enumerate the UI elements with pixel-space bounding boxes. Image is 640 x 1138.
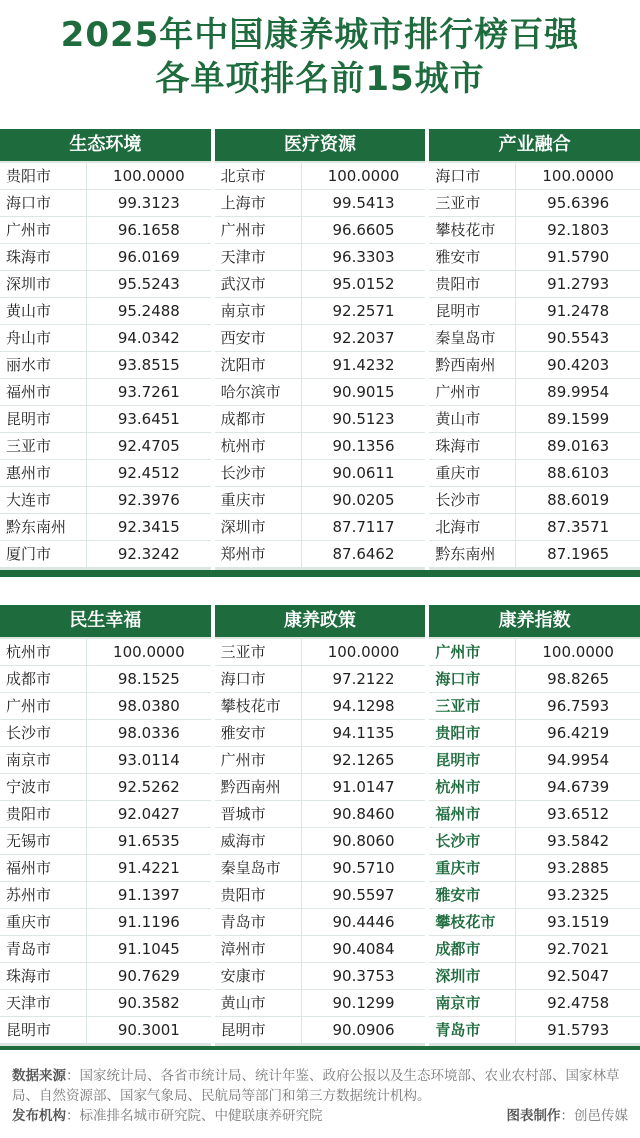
column-header: 产业融合 [429, 129, 640, 161]
city-name: 珠海市 [0, 963, 86, 989]
table-row [0, 460, 211, 486]
city-name: 秦皇岛市 [429, 325, 515, 351]
score-value: 92.3242 [87, 541, 211, 567]
title-line-2: 各单项排名前15城市 [155, 59, 485, 99]
table-row [215, 244, 426, 270]
score-value: 93.7261 [87, 379, 211, 405]
ranking-column [215, 129, 426, 570]
city-name: 深圳市 [215, 514, 301, 540]
city-name: 重庆市 [0, 909, 86, 935]
score-value: 90.5543 [516, 325, 640, 351]
score-value: 88.6019 [516, 487, 640, 513]
city-name: 杭州市 [215, 433, 301, 459]
city-name: 惠州市 [0, 460, 86, 486]
city-name: 贵阳市 [429, 720, 515, 746]
table-row [215, 433, 426, 459]
score-value: 92.3976 [87, 487, 211, 513]
city-name: 长沙市 [429, 487, 515, 513]
score-value: 93.0114 [87, 747, 211, 773]
score-value: 92.7021 [516, 936, 640, 962]
table-row [429, 541, 640, 567]
table-row [0, 487, 211, 513]
city-name: 深圳市 [429, 963, 515, 989]
score-value: 94.9954 [516, 747, 640, 773]
city-name: 昆明市 [429, 298, 515, 324]
table-row [0, 244, 211, 270]
table-row [429, 693, 640, 719]
city-name: 黔东南州 [429, 541, 515, 567]
table-row [429, 774, 640, 800]
city-name: 成都市 [429, 936, 515, 962]
city-name: 青岛市 [429, 1017, 515, 1043]
score-value: 90.8460 [302, 801, 426, 827]
table-row [215, 801, 426, 827]
city-name: 贵阳市 [215, 882, 301, 908]
city-name: 天津市 [0, 990, 86, 1016]
table-row [429, 828, 640, 854]
table-row [429, 747, 640, 773]
table-row [429, 487, 640, 513]
score-value: 95.2488 [87, 298, 211, 324]
score-value: 90.5123 [302, 406, 426, 432]
city-name: 攀枝花市 [429, 909, 515, 935]
score-value: 96.1658 [87, 217, 211, 243]
score-value: 91.1196 [87, 909, 211, 935]
table-row [0, 163, 211, 189]
city-name: 攀枝花市 [215, 693, 301, 719]
score-value: 90.5597 [302, 882, 426, 908]
column-body [429, 637, 640, 1046]
city-name: 黄山市 [0, 298, 86, 324]
city-name: 昆明市 [215, 1017, 301, 1043]
score-value: 99.3123 [87, 190, 211, 216]
table-row [215, 514, 426, 540]
table-row [215, 325, 426, 351]
table-row [0, 936, 211, 962]
score-value: 91.5790 [516, 244, 640, 270]
score-value: 90.8060 [302, 828, 426, 854]
city-name: 北海市 [429, 514, 515, 540]
city-name: 黄山市 [429, 406, 515, 432]
table-row [215, 666, 426, 692]
city-name: 苏州市 [0, 882, 86, 908]
column-header: 康养政策 [215, 605, 426, 637]
column-header: 民生幸福 [0, 605, 211, 637]
score-value: 90.5710 [302, 855, 426, 881]
score-value: 92.5262 [87, 774, 211, 800]
table-row [429, 433, 640, 459]
score-value: 92.1265 [302, 747, 426, 773]
score-value: 90.7629 [87, 963, 211, 989]
column-header: 医疗资源 [215, 129, 426, 161]
score-value: 94.1298 [302, 693, 426, 719]
city-name: 无锡市 [0, 828, 86, 854]
ranking-column [0, 129, 211, 570]
city-name: 昆明市 [0, 1017, 86, 1043]
score-value: 90.4084 [302, 936, 426, 962]
table-row [215, 855, 426, 881]
city-name: 西安市 [215, 325, 301, 351]
table-row [429, 666, 640, 692]
table-row [215, 379, 426, 405]
score-value: 92.0427 [87, 801, 211, 827]
table-row [0, 828, 211, 854]
table-row [429, 882, 640, 908]
table-row [215, 298, 426, 324]
city-name: 雅安市 [429, 882, 515, 908]
city-name: 漳州市 [215, 936, 301, 962]
table-row [429, 639, 640, 665]
table-row [429, 352, 640, 378]
score-value: 96.4219 [516, 720, 640, 746]
score-value: 93.6512 [516, 801, 640, 827]
score-value: 91.4232 [302, 352, 426, 378]
table-row [429, 460, 640, 486]
score-value: 90.4446 [302, 909, 426, 935]
city-name: 深圳市 [0, 271, 86, 297]
table-row [0, 882, 211, 908]
city-name: 杭州市 [0, 639, 86, 665]
city-name: 广州市 [215, 747, 301, 773]
score-value: 87.7117 [302, 514, 426, 540]
city-name: 成都市 [215, 406, 301, 432]
score-value: 100.0000 [516, 163, 640, 189]
city-name: 青岛市 [215, 909, 301, 935]
city-name: 青岛市 [0, 936, 86, 962]
city-name: 三亚市 [0, 433, 86, 459]
ranking-block-1 [0, 129, 640, 577]
score-value: 92.2571 [302, 298, 426, 324]
table-row [215, 460, 426, 486]
score-value: 93.2885 [516, 855, 640, 881]
score-value: 100.0000 [87, 639, 211, 665]
table-row [215, 774, 426, 800]
score-value: 96.6605 [302, 217, 426, 243]
city-name: 南京市 [429, 990, 515, 1016]
ranking-column [429, 129, 640, 570]
table-row [215, 747, 426, 773]
city-name: 贵阳市 [429, 271, 515, 297]
table-row [429, 514, 640, 540]
city-name: 黔东南州 [0, 514, 86, 540]
city-name: 长沙市 [215, 460, 301, 486]
city-name: 黄山市 [215, 990, 301, 1016]
score-value: 91.2478 [516, 298, 640, 324]
score-value: 100.0000 [302, 163, 426, 189]
city-name: 成都市 [0, 666, 86, 692]
table-row [0, 298, 211, 324]
table-row [215, 909, 426, 935]
city-name: 贵阳市 [0, 163, 86, 189]
city-name: 舟山市 [0, 325, 86, 351]
table-row [215, 963, 426, 989]
table-row [0, 909, 211, 935]
table-row [215, 163, 426, 189]
table-row [0, 990, 211, 1016]
city-name: 重庆市 [429, 460, 515, 486]
score-value: 91.2793 [516, 271, 640, 297]
table-row [0, 541, 211, 567]
table-row [215, 720, 426, 746]
table-row [0, 801, 211, 827]
city-name: 广州市 [0, 217, 86, 243]
table-row [0, 693, 211, 719]
table-row [215, 352, 426, 378]
score-value: 100.0000 [302, 639, 426, 665]
city-name: 福州市 [429, 801, 515, 827]
ranking-column [0, 605, 211, 1046]
score-value: 92.4758 [516, 990, 640, 1016]
city-name: 长沙市 [429, 828, 515, 854]
city-name: 北京市 [215, 163, 301, 189]
score-value: 93.8515 [87, 352, 211, 378]
score-value: 91.1397 [87, 882, 211, 908]
city-name: 武汉市 [215, 271, 301, 297]
city-name: 福州市 [0, 855, 86, 881]
score-value: 92.2037 [302, 325, 426, 351]
city-name: 三亚市 [429, 190, 515, 216]
city-name: 天津市 [215, 244, 301, 270]
city-name: 雅安市 [429, 244, 515, 270]
city-name: 重庆市 [215, 487, 301, 513]
score-value: 92.4512 [87, 460, 211, 486]
table-row [0, 352, 211, 378]
city-name: 三亚市 [215, 639, 301, 665]
column-body [0, 637, 211, 1046]
score-value: 90.3001 [87, 1017, 211, 1043]
block-divider [0, 1046, 640, 1050]
city-name: 长沙市 [0, 720, 86, 746]
score-value: 87.3571 [516, 514, 640, 540]
city-name: 广州市 [429, 639, 515, 665]
chart-maker: 图表制作：创邑传媒 [506, 1108, 628, 1124]
score-value: 93.2325 [516, 882, 640, 908]
table-row [215, 217, 426, 243]
table-row [0, 406, 211, 432]
table-row [429, 163, 640, 189]
table-row [429, 963, 640, 989]
score-value: 90.0205 [302, 487, 426, 513]
score-value: 90.4203 [516, 352, 640, 378]
table-row [215, 693, 426, 719]
column-body [429, 161, 640, 570]
city-name: 大连市 [0, 487, 86, 513]
score-value: 91.4221 [87, 855, 211, 881]
score-value: 90.1356 [302, 433, 426, 459]
city-name: 安康市 [215, 963, 301, 989]
score-value: 100.0000 [87, 163, 211, 189]
city-name: 福州市 [0, 379, 86, 405]
city-name: 厦门市 [0, 541, 86, 567]
city-name: 郑州市 [215, 541, 301, 567]
city-name: 黔西南州 [215, 774, 301, 800]
city-name: 海口市 [429, 666, 515, 692]
table-row [0, 433, 211, 459]
city-name: 杭州市 [429, 774, 515, 800]
score-value: 87.6462 [302, 541, 426, 567]
score-value: 94.0342 [87, 325, 211, 351]
city-name: 海口市 [0, 190, 86, 216]
table-row [0, 1017, 211, 1043]
score-value: 96.0169 [87, 244, 211, 270]
ranking-column [429, 605, 640, 1046]
table-row [0, 963, 211, 989]
score-value: 91.0147 [302, 774, 426, 800]
table-row [215, 990, 426, 1016]
score-value: 98.0380 [87, 693, 211, 719]
city-name: 重庆市 [429, 855, 515, 881]
table-row [0, 855, 211, 881]
score-value: 98.8265 [516, 666, 640, 692]
score-value: 98.1525 [87, 666, 211, 692]
city-name: 丽水市 [0, 352, 86, 378]
score-value: 95.6396 [516, 190, 640, 216]
city-name: 南京市 [215, 298, 301, 324]
table-row [0, 720, 211, 746]
score-value: 88.6103 [516, 460, 640, 486]
table-row [0, 217, 211, 243]
city-name: 威海市 [215, 828, 301, 854]
city-name: 晋城市 [215, 801, 301, 827]
table-row [0, 747, 211, 773]
column-header: 生态环境 [0, 129, 211, 161]
table-row [215, 639, 426, 665]
title-line-1: 2025年中国康养城市排行榜百强 [60, 15, 580, 55]
table-row [429, 217, 640, 243]
city-name: 海口市 [429, 163, 515, 189]
column-body [215, 161, 426, 570]
city-name: 沈阳市 [215, 352, 301, 378]
score-value: 90.0906 [302, 1017, 426, 1043]
city-name: 广州市 [429, 379, 515, 405]
score-value: 89.1599 [516, 406, 640, 432]
score-value: 93.5842 [516, 828, 640, 854]
column-header: 康养指数 [429, 605, 640, 637]
score-value: 93.1519 [516, 909, 640, 935]
city-name: 宁波市 [0, 774, 86, 800]
city-name: 黔西南州 [429, 352, 515, 378]
ranking-column [215, 605, 426, 1046]
city-name: 雅安市 [215, 720, 301, 746]
block-divider [0, 570, 640, 577]
table-row [0, 379, 211, 405]
score-value: 96.7593 [516, 693, 640, 719]
score-value: 90.3753 [302, 963, 426, 989]
table-row [429, 379, 640, 405]
score-value: 95.5243 [87, 271, 211, 297]
publisher-line: 发布机构：标准排名城市研究院、中健联康养研究院 图表制作：创邑传媒 [12, 1108, 628, 1124]
city-name: 珠海市 [0, 244, 86, 270]
table-row [0, 666, 211, 692]
score-value: 90.1299 [302, 990, 426, 1016]
table-row [429, 271, 640, 297]
table-row [0, 325, 211, 351]
table-row [0, 514, 211, 540]
score-value: 91.6535 [87, 828, 211, 854]
table-row [429, 936, 640, 962]
city-name: 昆明市 [429, 747, 515, 773]
score-value: 89.0163 [516, 433, 640, 459]
score-value: 94.6739 [516, 774, 640, 800]
table-row [215, 487, 426, 513]
city-name: 昆明市 [0, 406, 86, 432]
score-value: 90.0611 [302, 460, 426, 486]
table-row [215, 406, 426, 432]
table-row [429, 298, 640, 324]
city-name: 广州市 [215, 217, 301, 243]
footer [12, 1066, 632, 1126]
table-row [0, 774, 211, 800]
city-name: 哈尔滨市 [215, 379, 301, 405]
score-value: 98.0336 [87, 720, 211, 746]
city-name: 贵阳市 [0, 801, 86, 827]
table-row [0, 190, 211, 216]
score-value: 92.4705 [87, 433, 211, 459]
score-value: 96.3303 [302, 244, 426, 270]
score-value: 100.0000 [516, 639, 640, 665]
score-value: 91.1045 [87, 936, 211, 962]
table-row [429, 190, 640, 216]
score-value: 92.3415 [87, 514, 211, 540]
city-name: 海口市 [215, 666, 301, 692]
city-name: 广州市 [0, 693, 86, 719]
city-name: 上海市 [215, 190, 301, 216]
column-body [0, 161, 211, 570]
ranking-block-2 [0, 605, 640, 1047]
score-value: 97.2122 [302, 666, 426, 692]
table-row [429, 909, 640, 935]
column-body [215, 637, 426, 1046]
score-value: 91.5793 [516, 1017, 640, 1043]
table-row [429, 801, 640, 827]
table-row [215, 541, 426, 567]
table-row [0, 639, 211, 665]
city-name: 南京市 [0, 747, 86, 773]
score-value: 95.0152 [302, 271, 426, 297]
city-name: 秦皇岛市 [215, 855, 301, 881]
table-row [215, 271, 426, 297]
score-value: 93.6451 [87, 406, 211, 432]
page-title [0, 0, 640, 101]
score-value: 99.5413 [302, 190, 426, 216]
table-row [215, 936, 426, 962]
score-value: 89.9954 [516, 379, 640, 405]
table-row [429, 990, 640, 1016]
city-name: 攀枝花市 [429, 217, 515, 243]
score-value: 94.1135 [302, 720, 426, 746]
data-source: 数据来源：国家统计局、各省市统计局、统计年鉴、政府公报以及生态环境部、农业农村部、国家林草局、自然资源部、国家气象局、民航局等部门和第三方数据统计机构。 [12, 1068, 620, 1104]
table-row [215, 828, 426, 854]
score-value: 90.3582 [87, 990, 211, 1016]
table-row [429, 1017, 640, 1043]
table-row [429, 720, 640, 746]
score-value: 92.5047 [516, 963, 640, 989]
table-row [215, 1017, 426, 1043]
table-row [429, 244, 640, 270]
score-value: 90.9015 [302, 379, 426, 405]
table-row [429, 855, 640, 881]
table-row [0, 271, 211, 297]
table-row [429, 406, 640, 432]
city-name: 三亚市 [429, 693, 515, 719]
city-name: 珠海市 [429, 433, 515, 459]
score-value: 92.1803 [516, 217, 640, 243]
table-row [429, 325, 640, 351]
score-value: 87.1965 [516, 541, 640, 567]
table-row [215, 190, 426, 216]
table-row [215, 882, 426, 908]
